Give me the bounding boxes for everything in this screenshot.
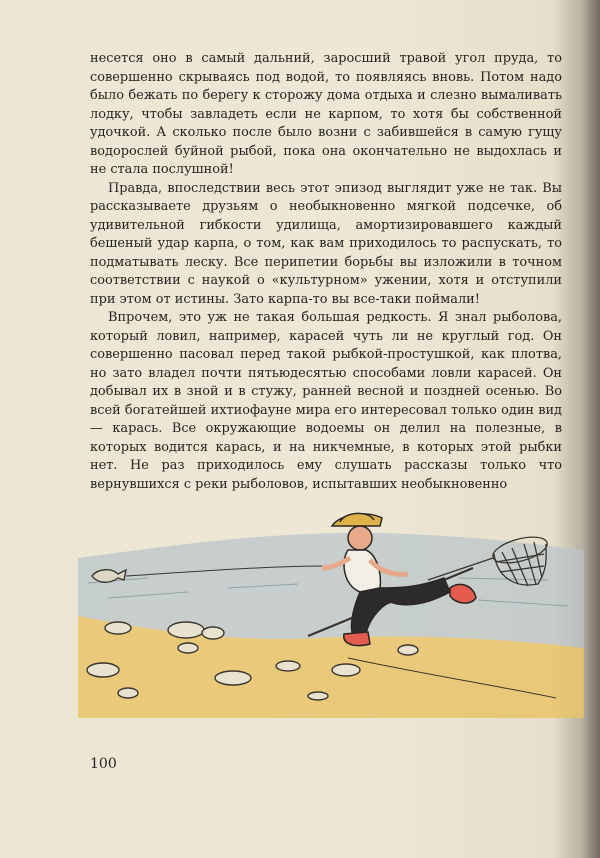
shoe-left — [344, 632, 370, 646]
fisherman-illustration — [78, 488, 584, 718]
paragraph-3: Впрочем, это уж не такая большая редкость. Я знал рыболова, который ловил, например, карасей чуть ли не круглый год. Он совершенно пасовал перед такой рыбкой-простушкой, как плотва, но зато владел почти пятьюдесятью способами ловли карасей. Он добывал их в зной и в стужу, ранней весной и поздней осенью. Во всей богатейшей ихтиофауне мира его интересовал только один вид — карась. Все окружающие водоемы он делил на полезные, в которых водится карась, и на никчемные, в которых этой рыбки нет. Не раз приходилось ему слушать рассказы только что вернувшихся с реки рыболовов, испытавших необыкновенно — [90, 310, 562, 492]
page-edge-shadow — [582, 0, 600, 858]
paragraph-2: Правда, впоследствии весь этот эпизод выглядит уже не так. Вы рассказываете друзьям о необыкновенно мягкой подсечке, об удивительной гибкости удилища, амортизировавшего каждый бешеный удар карпа, о том, как вам приходилось то распускать, то подматывать леску. Все перипетии борьбы вы изложили в точном соответствии с наукой о «культурном» ужении, хотя и отступили при этом от истины. Зато карпа-то вы все-таки поймали! — [90, 180, 562, 307]
paragraph-1: несется оно в самый дальний, заросший травой угол пруда, то совершенно скрываясь под водой, то появляясь вновь. Потом надо было бежать по берегу к сторожу дома отдыха и слезно вымаливать лодку, чтобы завладеть если не карпом, то хотя бы собственной удочкой. А сколько после было возни с забившейся в самую гущу водорослей буйной рыбой, пока она окончательно не выдохлась и не стала послушной! — [90, 51, 562, 177]
page-number: 100 — [90, 756, 117, 772]
head — [348, 526, 372, 550]
body-text — [90, 50, 562, 494]
